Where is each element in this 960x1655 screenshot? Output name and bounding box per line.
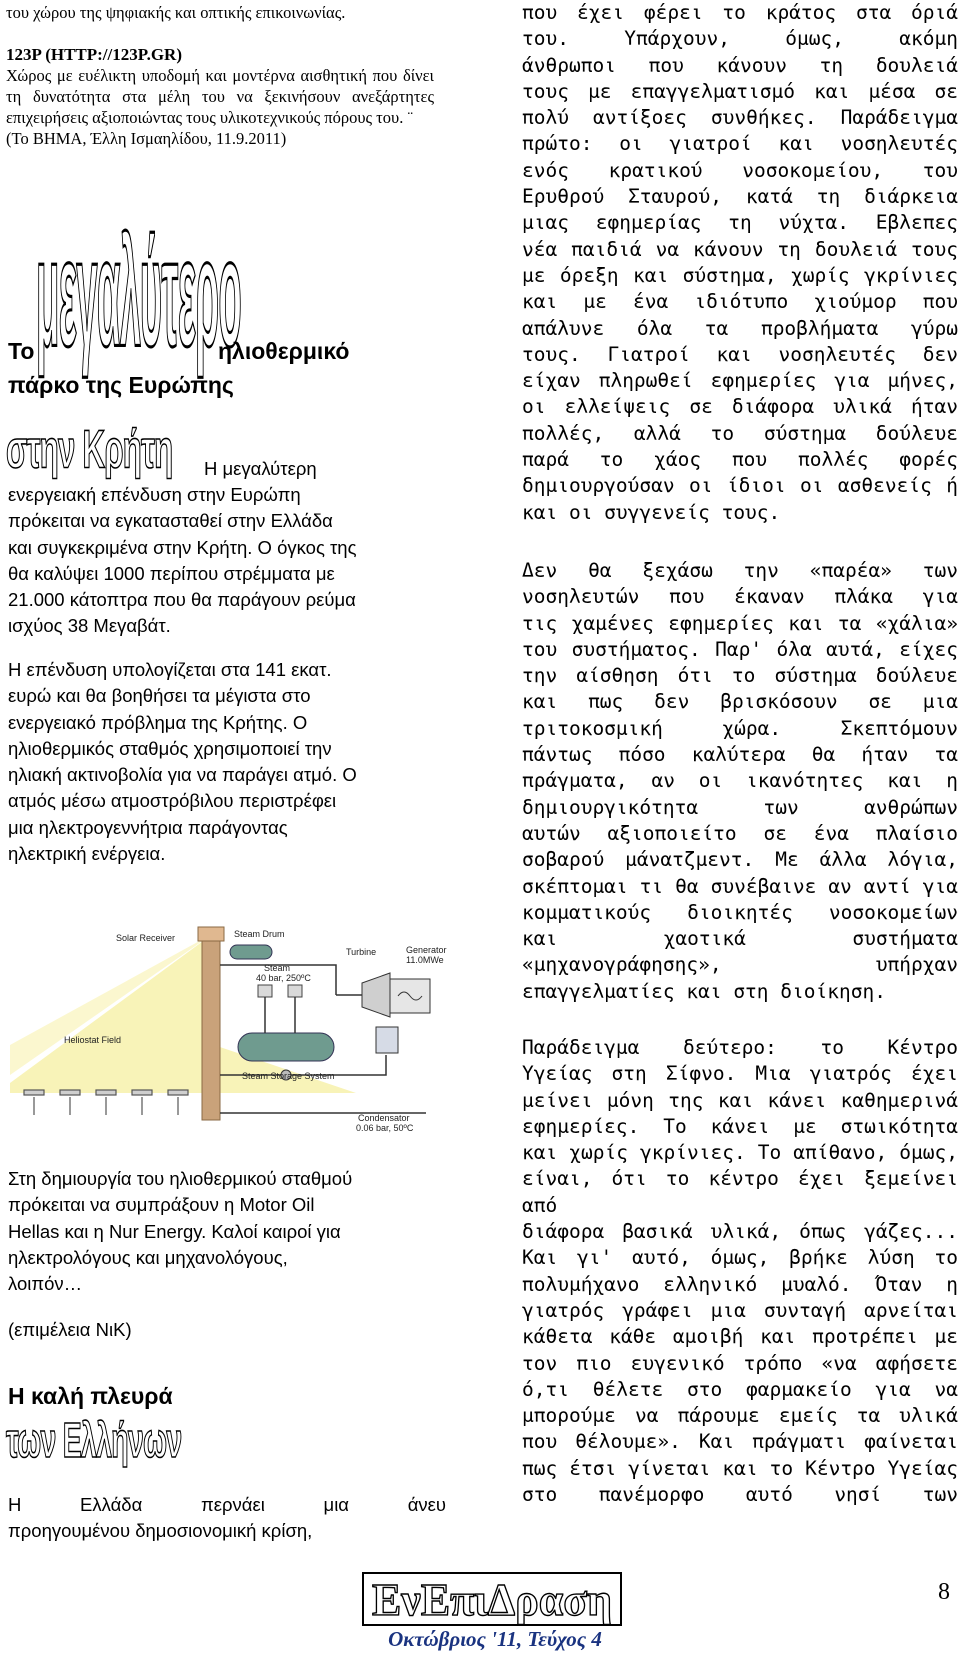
text-line: ευρώ και θα βοηθήσει τα μέγιστα στο	[8, 685, 311, 707]
text-line: νοσηλευτών που έκαναν πλάκα για	[522, 585, 958, 609]
text-line: ό,τι θέλετε στο φαρμακείο για να	[522, 1377, 958, 1401]
text-line: παρά το χάος που πολλές φορές	[522, 448, 958, 472]
masthead-text: ΕνΕπιΔραση	[372, 1574, 612, 1625]
intro-heading: 123P (HTTP://123P.GR)	[6, 45, 182, 64]
text-line: του. Υπάρχουν, όμως, ακόμη	[522, 27, 958, 51]
label-steam-storage: Steam Storage System	[242, 1071, 335, 1081]
text-line: 21.000 κάτοπτρα που θα παράγουν ρεύμα	[8, 589, 356, 611]
text-line: ηλιοθερμικός σταθμός χρησιμοποιεί την	[8, 737, 332, 759]
text-line: Δεν θα ξεχάσω την «παρέα» των	[522, 559, 958, 582]
text-line: δημιουργούσαν οι ίδιοι οι ασθενείς ή	[522, 474, 958, 498]
right-para1	[522, 0, 958, 526]
text-line: με όρεξη και σύστημα, χωρίς γκρίνιες	[522, 263, 958, 287]
text-line: επαγγελματίες και στη διοίκηση.	[522, 979, 886, 1003]
intro-block	[6, 44, 434, 149]
text-line: θα καλύψει 1000 περίπου στρέμματα με	[8, 562, 335, 584]
text-line: πράγματα, αν οι ικανότητες και η	[522, 769, 958, 793]
text-line: λοιπόν…	[8, 1273, 83, 1295]
text-line: είχαν πληρωθεί εφημερίες για μήνες,	[522, 369, 958, 393]
text-line: διάφορα βασικά υλικά, όπως γάζες...	[522, 1220, 958, 1244]
text-line: πρόκειται να εγκατασταθεί στην Ελλάδα	[8, 510, 333, 532]
article-credit: (επιμέλεια ΝιΚ)	[8, 1319, 132, 1340]
text-line: μιας εφημερίας τη νύχτα. Εβλεπες	[522, 211, 958, 235]
text-line: τον πιο ευγενικό τρόπο «να αφήσετε	[522, 1351, 958, 1375]
text-line: κομματικούς διοικητές νοσοκομείων	[522, 900, 958, 924]
label-heliostat-field: Heliostat Field	[64, 1035, 122, 1045]
text-line: Παράδειγμα δεύτερο: το Κέντρο	[522, 1036, 958, 1059]
text-line: Ερυθρού Σταυρού, κατά τη διάρκεια	[522, 185, 958, 209]
receiver-head	[198, 927, 224, 941]
text-line: τριτοκοσμική χώρα. Σκεπτόμουν	[522, 716, 958, 740]
text-line: Η επένδυση υπολογίζεται στα 141 εκατ.	[8, 659, 332, 680]
text-line: Hellas και η Nur Energy. Καλοί καιροί για	[8, 1220, 341, 1242]
text-line: γιατρός γράφει μια συνταγή αρνείται	[522, 1298, 958, 1322]
text-line: ηλιακή ακτινοβολία για να παράγει ατμό. Ο	[8, 764, 357, 786]
text-line: την αίσθηση ότι το σύστημα δούλευε	[522, 664, 958, 688]
intro-body: Χώρος με ευέλικτη υποδομή και μοντέρνα αισθητική που δίνει τη δυνατότητα στα μέλη του να ξεκινήσουν ανεξάρτητες επιχειρήσεις αξιοποιώντας τους υλικοτεχνικούς πόρους του. ¨	[6, 66, 434, 127]
issue-line: Οκτώβριος '11, Τεύχος 4	[388, 1627, 602, 1651]
article-title-part2: ηλιοθερμικό	[218, 338, 350, 364]
heliostat-rays	[10, 933, 356, 1093]
text-line: στο πανέμορφο αυτό νησί των	[522, 1483, 958, 1507]
label-condensator: Condensator	[358, 1113, 410, 1123]
text-line: πολλές, αλλά το σύστημα δούλευε	[522, 421, 958, 445]
text-line: δημιουργικότητα των ανθρώπων	[522, 795, 958, 819]
text-line: Στη δημιουργία του ηλιοθερμικού σταθμού	[8, 1168, 353, 1189]
right-para2	[522, 558, 958, 1005]
text-line: είναι, ότι το κέντρο έχει ξεμείνει από	[522, 1167, 958, 1217]
solar-plant-diagram	[6, 925, 474, 1135]
text-line: σοβαρού μάνατζμεντ. Με άλλα λόγια,	[522, 848, 958, 872]
article-para1	[8, 482, 448, 640]
label-turbine: Turbine	[346, 947, 377, 957]
heliostat-mirrors	[24, 1090, 188, 1115]
text-line: νέα παιδιά να κάνουν τη δουλειά τους	[522, 237, 958, 261]
intro-lead-text: του χώρου της ψηφιακής και οπτικής επικοινωνίας.	[6, 3, 346, 22]
text-line: τους. Γιατροί και νοσηλευτές δεν	[522, 342, 958, 366]
text-line: τους με επαγγελματισμό και μέσα σε	[522, 79, 958, 103]
text-line: ατμός μέσω ατμοστρόβιλου περιστρέφει	[8, 790, 337, 812]
text-line: μπορούμε να πάρουμε εμείς τα υλικά	[522, 1404, 958, 1428]
article-para1-first: Η μεγαλύτερη	[204, 458, 317, 479]
solar-tower	[202, 935, 220, 1120]
text-line: πάντως πόσο καλύτερα θα ήταν τα	[522, 743, 958, 767]
article-title-part1: Το	[8, 338, 35, 364]
article-para2	[8, 657, 448, 867]
text-line: και χαοτικά συστήματα	[522, 927, 958, 951]
page-number: 8	[938, 1579, 950, 1605]
text-line: ενεργειακό πρόβλημα της Κρήτης. Ο	[8, 711, 308, 733]
text-line: πως έτσι γίνεται και το Κέντρο Υγείας	[522, 1456, 958, 1480]
text-line: άνθρωποι που κάνουν τη δουλειά	[522, 53, 958, 77]
article-title-line2: πάρκο της Ευρώπης	[8, 372, 234, 398]
text-line: ισχύος 38 Μεγαβάτ.	[8, 615, 171, 637]
separator-left	[258, 985, 272, 997]
text-line: που έχει φέρει το κράτος στα όριά	[522, 1, 958, 24]
text-line: προηγουμένου δημοσιονομική κρίση,	[8, 1520, 313, 1542]
text-line: Η Ελλάδα περνάει μια άνευ	[8, 1494, 446, 1515]
text-line: πολυμήχανο ελληνικό μυαλό. Όταν η	[522, 1272, 958, 1296]
condensator-unit	[376, 1027, 398, 1053]
text-line: μείνει μόνη της και κάνει καθημερινά	[522, 1088, 958, 1112]
text-line: εφημερίες. Το κάνει με στωικότητα	[522, 1114, 958, 1138]
text-line: και με ένα ιδιότυπο χιούμορ που	[522, 290, 958, 314]
label-steam: Steam	[264, 963, 291, 973]
text-line: που θέλουμε». Και πράγματι φαίνεται	[522, 1430, 958, 1454]
headline-word-stin-kriti: στην Κρήτη	[6, 420, 173, 480]
label-generator-spec: 11.0MWe	[406, 955, 444, 965]
text-line: τις χαμένες εφημερίες και τα «χάλια»	[522, 611, 958, 635]
label-steam-spec: 40 bar, 250ºC	[256, 973, 311, 983]
text-line: πρώτο: οι γιατροί και νοσηλευτές	[522, 132, 958, 156]
text-line: και πως δεν βρισκόσουν σε μια	[522, 690, 958, 714]
text-line: αυτών αξιοποιείτο σε ένα πλαίσιο	[522, 821, 958, 845]
text-line: κάθετα κάθε αμοιβή και προτρέπει με	[522, 1325, 958, 1349]
text-line: «μηχανογράφησης», υπήρχαν	[522, 953, 958, 977]
text-line: και συγκεκριμένα στην Κρήτη. Ο όγκος της	[8, 536, 357, 558]
text-line: Και γι' αυτό, όμως, βρήκε λύση το	[522, 1246, 958, 1270]
text-line: μια ηλεκτρογεννήτρια παράγοντας	[8, 816, 288, 838]
text-line: σκέπτομαι τι θα συνέβαινε αν αντί για	[522, 874, 958, 898]
masthead-logo	[362, 1572, 622, 1626]
text-line: ενός κρατικού νοσοκομείου, του	[522, 158, 958, 182]
text-line: ηλεκτρολόγους και μηχανολόγους,	[8, 1246, 288, 1268]
label-condensator-spec: 0.06 bar, 50ºC	[356, 1123, 414, 1133]
turbine	[362, 973, 390, 1017]
text-line: ενεργειακή επένδυση στην Ευρώπη	[8, 484, 301, 505]
text-line: πολύ αντίξοες συνθήκες. Παράδειγμα	[522, 106, 958, 130]
text-line: και χωρίς γκρίνιες. Το απίθανο, όμως,	[522, 1141, 958, 1165]
good-side-body	[8, 1492, 446, 1545]
text-line: ηλεκτρική ενέργεια.	[8, 843, 166, 865]
text-line: και οι συγγενείς τους.	[522, 500, 781, 524]
right-para3	[522, 1035, 958, 1508]
label-solar-receiver: Solar Receiver	[116, 933, 176, 943]
separator-right	[288, 985, 302, 997]
headline-word-megalytero: μεγαλύτερο	[36, 207, 242, 380]
steam-drum	[230, 945, 272, 959]
steam-storage-tank	[238, 1033, 334, 1061]
text-line: του συστήματος. Παρ' όλα αυτά, είχες	[522, 637, 958, 661]
text-line: οι ελλείψεις σε διάφορα υλικά ήταν	[522, 395, 958, 419]
text-line: πρόκειται να συμπράξουν η Motor Oil	[8, 1194, 315, 1216]
headline-word-ton-ellinon: των Ελλήνων	[6, 1414, 182, 1469]
text-line: απάλυνε όλα τα προβλήματα γύρω	[522, 316, 958, 340]
article-para3	[8, 1166, 448, 1297]
intro-source: (Το ΒΗΜΑ, Έλλη Ισμαηλίδου, 11.9.2011)	[6, 129, 287, 148]
text-line: Υγείας στη Σίφνο. Μια γιατρός έχει	[522, 1062, 958, 1086]
label-generator: Generator	[406, 945, 447, 955]
good-side-title: Η καλή πλευρά	[8, 1383, 173, 1409]
label-steam-drum: Steam Drum	[234, 929, 285, 939]
